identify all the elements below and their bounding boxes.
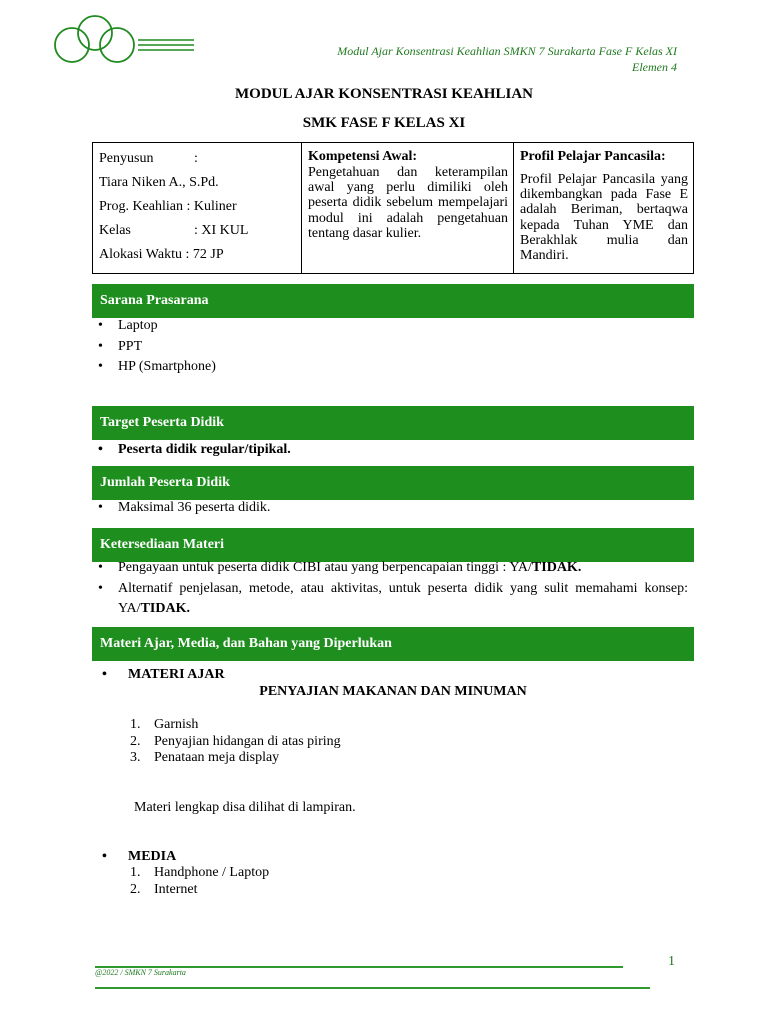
list-number: 1.	[130, 865, 141, 880]
list-item: • Maksimal 36 peserta didik.	[96, 498, 688, 519]
document-title: MODUL AJAR KONSENTRASI KEAHLIAN	[235, 86, 533, 102]
list-text: Handphone / Laptop	[154, 865, 270, 880]
alternatif-text: Alternatif penjelasan, metode, atau aktivitas, untuk peserta didik yang sulit memahami konsep: YA/	[118, 580, 688, 616]
kelas-label: Kelas	[99, 223, 131, 238]
kompetensi-awal-cell	[302, 143, 514, 274]
materi-note: Materi lengkap disa dilihat di lampiran.	[134, 800, 356, 815]
section-header-ketersediaan: Ketersediaan Materi	[92, 528, 694, 562]
list-item: • PPT	[96, 337, 688, 358]
kompetensi-awal-heading: Kompetensi Awal:	[308, 149, 418, 164]
penyusun-colon: :	[194, 151, 198, 166]
penyusun-label: Penyusun	[99, 151, 154, 166]
list-item	[130, 734, 341, 751]
list-number: 2.	[130, 881, 141, 897]
list-item	[130, 865, 269, 882]
ketersediaan-list	[96, 558, 688, 620]
profil-pancasila-cell	[514, 143, 694, 274]
footer-text: @2022 / SMKN 7 Surakarta	[95, 968, 186, 977]
jumlah-list	[96, 498, 688, 519]
list-text: Penyajian hidangan di atas piring	[154, 733, 341, 749]
author-info-cell	[93, 143, 302, 274]
list-item: • Laptop	[96, 316, 688, 337]
materi-subtitle: PENYAJIAN MAKANAN DAN MINUMAN	[259, 684, 527, 699]
media-heading: • MEDIA	[102, 849, 177, 864]
media-list	[130, 865, 269, 898]
author-name: Tiara Niken A., S.Pd.	[99, 175, 219, 190]
kelas-value: : XI KUL	[194, 223, 249, 238]
target-list	[96, 440, 688, 461]
document-subtitle: SMK FASE F KELAS XI	[302, 115, 466, 131]
list-item	[130, 717, 341, 734]
materi-topics-list	[130, 717, 341, 767]
materi-ajar-heading: • MATERI AJAR	[102, 667, 225, 682]
pengayaan-text: Pengayaan untuk peserta didik CIBI atau yang berpencapaian tinggi : YA/	[118, 560, 532, 575]
footer-divider-bottom	[95, 987, 650, 989]
school-logo-icon	[52, 14, 198, 66]
kompetensi-awal-text: Pengetahuan dan keterampilan awal yang perlu dimiliki oleh peserta didik sebelum mempelajari modul ini adalah pengetahuan tentang dasar kulier.	[308, 165, 508, 241]
pengayaan-answer: TIDAK.	[531, 560, 582, 575]
list-text: Internet	[154, 881, 198, 897]
header-line-1: Modul Ajar Konsentrasi Keahlian SMKN 7 Surakarta Fase F Kelas XI	[337, 44, 677, 58]
list-item	[130, 882, 269, 899]
list-number: 3.	[130, 750, 141, 766]
media-label: MEDIA	[128, 849, 177, 864]
section-header-jumlah: Jumlah Peserta Didik	[92, 466, 694, 500]
list-item: • HP (Smartphone)	[96, 357, 688, 378]
info-table	[92, 142, 694, 274]
section-header-materi: Materi Ajar, Media, dan Bahan yang Diperlukan	[92, 627, 694, 661]
running-header	[337, 43, 677, 75]
list-text: Penataan meja display	[154, 750, 280, 766]
list-item	[96, 558, 688, 579]
page-number: 1	[668, 954, 675, 969]
prog-value: : Kuliner	[186, 199, 237, 214]
list-item	[96, 579, 688, 620]
profil-pancasila-text: Profil Pelajar Pancasila yang dikembangkan pada Fase E adalah Beriman, bertaqwa kepada Tuhan YME dan Berakhlak mulia dan Mandiri.	[520, 172, 688, 264]
list-number: 2.	[130, 733, 141, 749]
sarana-list	[96, 316, 688, 378]
prog-label: Prog. Keahlian	[99, 199, 183, 214]
alokasi-value: : 72 JP	[185, 247, 224, 262]
list-text: Garnish	[154, 717, 199, 732]
alternatif-answer: TIDAK.	[140, 601, 190, 616]
list-item	[130, 750, 341, 767]
section-header-sarana: Sarana Prasarana	[92, 284, 694, 318]
alokasi-label: Alokasi Waktu	[99, 247, 182, 262]
list-item: • Peserta didik regular/tipikal.	[96, 440, 688, 461]
header-line-2: Elemen 4	[632, 60, 677, 74]
materi-ajar-label: MATERI AJAR	[128, 667, 225, 682]
list-number: 1.	[130, 717, 141, 732]
section-header-target: Target Peserta Didik	[92, 406, 694, 440]
profil-pancasila-heading: Profil Pelajar Pancasila:	[520, 149, 666, 164]
